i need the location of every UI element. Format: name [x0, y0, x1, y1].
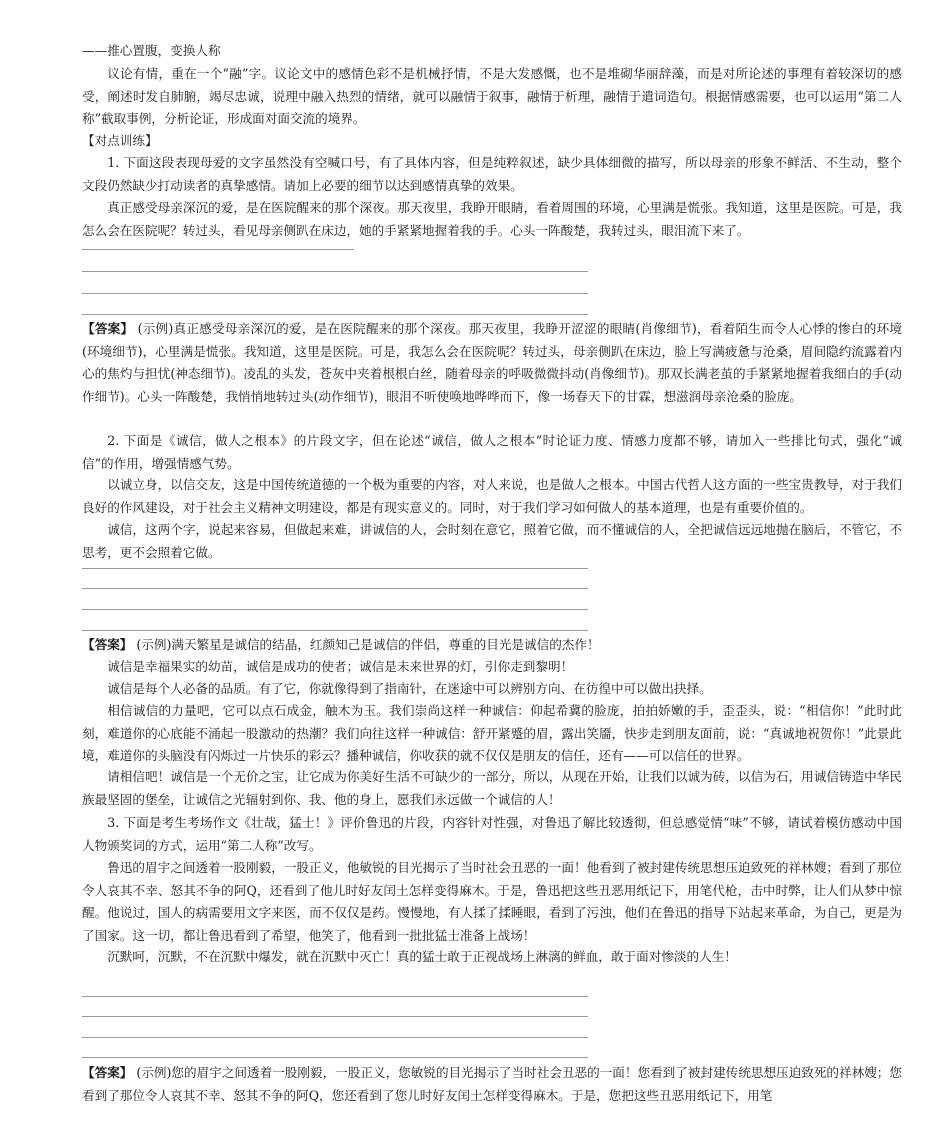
answer-line — [82, 249, 354, 250]
question-2-text-1: 以诚立身，以信交友，这是中国传统道德的一个极为重要的内容，对人来说，也是做人之根本。中国古代哲人这方面的一些宝贵教导，对于我们良好的作风建设，对于社会主义精神文明建设，都是有现实意义的。同时，对于我们学习如何做人的基本道理，也是有重要价值的。 — [82, 477, 902, 515]
answer-text: (示例)真正感受母亲深沉的爱，是在医院醒来的那个深夜。那天夜里，我睁开涩涩的眼睛(肖像细节)，看着陌生而令人心悸的惨白的环境(环境细节)，心里满是慌张。我知道，这里是医院。可是，我怎么会在医院呢？转过头，母亲侧趴在床边，脸上写满疲惫与沧桑，眉间隐约流露着内心的焦灼与担忧(神态细节)。凌乱的头发，苍灰中夹着根根白丝，随着母亲的呼吸微微抖动(肖像细节)。那双长满老茧的手紧紧地握着我细白的手(动作细节)。心头一阵酸楚，我悄悄地转过头(动作细节)，眼泪不听使唤地哗哗而下，像一场春天下的甘霖，想滋润母亲沧桑的脸庞。 — [82, 321, 903, 404]
answer-line — [82, 568, 588, 569]
answer-line — [82, 1016, 588, 1017]
intro-paragraph: 议论有情，重在一个“融”字。议论文中的感情色彩不是机械抒情，不是大发感慨，也不是堆砌华丽辞藻，而是对所论述的事理有着较深切的感受，阐述时发自肺腑，竭尽忠诚，说理中融入热烈的情绪，就可以融情于叙事，融情于析理，融情于遣词造句。根据情感需要，也可以运用“第二人称”截取事例，分析论证，形成面对面交流的境界。 — [82, 66, 902, 126]
answer-line — [82, 630, 588, 631]
question-2-answer-5: 请相信吧！诚信是一个无价之宝，让它成为你美好生活不可缺少的一部分，所以，从现在开始，让我们以诚为砖，以信为石，用诚信铸造中华民族最坚固的堡垒，让诚信之光辐射到你、我、他的身上，愿我们永远做一个诚信的人！ — [82, 769, 902, 807]
answer-label: 【答案】 — [82, 637, 133, 652]
question-1-text: 真正感受母亲深沉的爱，是在医院醒来的那个深夜。那天夜里，我睁开眼睛，看着周围的环境，心里满是慌张。我知道，这里是医院。可是，我怎么会在医院呢？转过头，看见母亲侧趴在床边，她的手紧紧地握着我的手。心头一阵酸楚，我转过头，眼泪流下来了。 — [82, 200, 902, 238]
question-2-answer-3: 诚信是每个人必备的品质。有了它，你就像得到了指南针，在迷途中可以辨别方向、在彷徨中可以做出抉择。 — [107, 681, 712, 696]
question-2-answer-4: 相信诚信的力量吧，它可以点石成金，触木为玉。我们崇尚这样一种诚信：仰起希冀的脸庞，拍拍娇嫩的手，歪歪头，说：“相信你！”此时此刻，难道你的心底能不涌起一股激动的热潮？我们向往这样一种诚信：舒开紧蹙的眉，露出笑靥，快步走到朋友面前，说：“真诚地祝贺你！”此景此境，难道你的头脑没有闪烁过一片快乐的彩云？播种诚信，你收获的就不仅仅是朋友的信任，还有——可以信任的世界。 — [82, 703, 902, 763]
answer-text: (示例)您的眉宇之间透着一股刚毅，一股正义，您敏锐的目光揭示了当时社会丑恶的一面！您看到了被封建传统思想压迫致死的祥林嫂；您看到了那位令人哀其不幸、怒其不争的阿Q，您还看到了您儿时好友闰土怎样变得麻木。于是，您把这些丑恶用纸记下，用笔 — [82, 1065, 903, 1103]
question-3-text-2: 沉默呵，沉默，不在沉默中爆发，就在沉默中灭亡！真的猛士敢于正视战场上淋漓的鲜血，敢于面对惨淡的人生！ — [107, 949, 737, 964]
answer-label: 【答案】 — [82, 1065, 133, 1080]
answer-line — [82, 588, 588, 589]
question-1-answer — [82, 318, 902, 408]
answer-line — [82, 996, 588, 997]
answer-line — [82, 271, 588, 272]
question-2-answer-1 — [82, 634, 902, 657]
answer-line — [82, 1057, 588, 1058]
question-3-answer — [82, 1062, 902, 1107]
question-3-text-1: 鲁迅的眉宇之间透着一股刚毅，一股正义，他敏锐的目光揭示了当时社会丑恶的一面！他看到了被封建传统思想压迫致死的祥林嫂；看到了那位令人哀其不幸、怒其不争的阿Q，还看到了他儿时好友闰土怎样变得麻木。于是，鲁迅把这些丑恶用纸记下，用笔代枪，击中时弊，让人们从梦中惊醒。他说过，国人的病需要用文字来医，而不仅仅是药。慢慢地，有人揉了揉睡眼，看到了污浊，他们在鲁迅的指导下站起来革命，为自己，更是为了国家。这一切，都让鲁迅看到了希望，他笑了，他看到一批批猛士准备上战场！ — [82, 860, 902, 943]
answer-line — [82, 1037, 588, 1038]
question-2-text-2: 诚信，这两个字，说起来容易，但做起来难，讲诚信的人，会时刻在意它，照着它做，而不懂诚信的人，全把诚信远远地抛在脑后，不管它，不思考，更不会照着它做。 — [82, 522, 902, 560]
question-1-prompt: 1. 下面这段表现母爱的文字虽然没有空喊口号，有了具体内容，但是纯粹叙述，缺少具体细微的描写，所以母亲的形象不鲜活、不生动，整个文段仍然缺少打动读者的真挚感情。请加上必要的细节以达到感情真挚的效果。 — [82, 155, 902, 193]
practice-title: 【对点训练】 — [82, 133, 158, 148]
question-3-prompt: 3. 下面是考生考场作文《壮哉，猛士！》评价鲁迅的片段，内容针对性强，对鲁迅了解比较透彻，但总感觉情“味”不够，请试着模仿感动中国人物颁奖词的方式，运用“第二人称”改写。 — [82, 815, 902, 853]
answer-label: 【答案】 — [82, 321, 134, 336]
answer-line — [82, 293, 588, 294]
answer-line — [82, 609, 588, 610]
section-heading: ——推心置腹，变换人称 — [82, 43, 221, 58]
answer-line — [82, 314, 588, 315]
question-2-answer-2: 诚信是幸福果实的幼苗，诚信是成功的使者；诚信是未来世界的灯，引你走到黎明！ — [107, 659, 574, 674]
question-2-prompt: 2. 下面是《诚信，做人之根本》的片段文字，但在论述“诚信，做人之根本”时论证力度、情感力度都不够，请加入一些排比句式，强化“诚信”的作用，增强情感气势。 — [82, 433, 902, 471]
answer-text: (示例)满天繁星是诚信的结晶，红颜知己是诚信的伴侣，尊重的目光是诚信的杰作！ — [136, 637, 600, 652]
